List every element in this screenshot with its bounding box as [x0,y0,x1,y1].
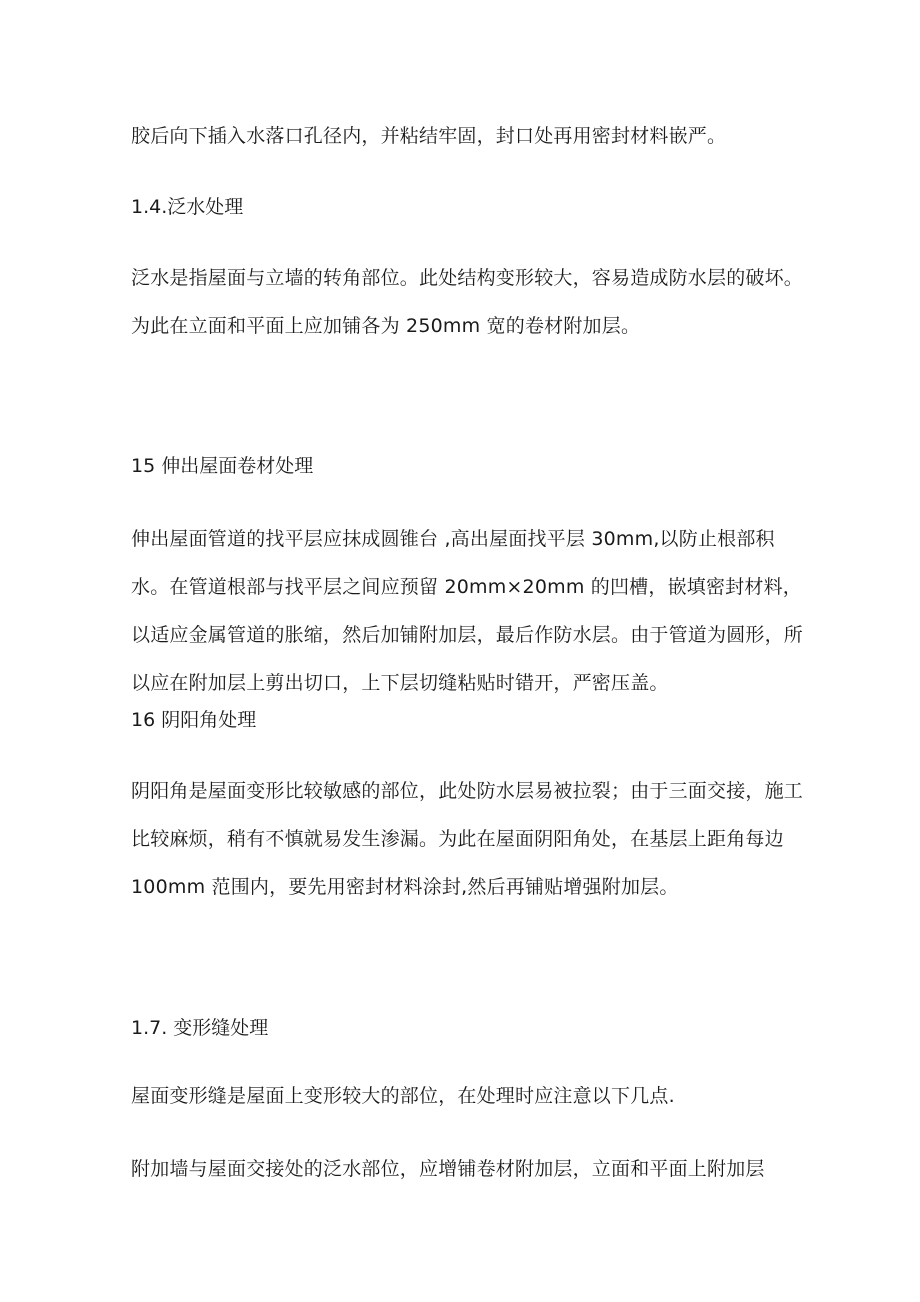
section-heading-1-4: 1.4.泛水处理 [131,196,244,218]
section-heading-15: 15 伸出屋面卷材处理 [131,455,314,477]
paragraph-pipe-penetration: 伸出屋面管道的找平层应抹成圆锥台 ,高出屋面找平层 30mm,以防止根部积水。在管道根部与找平层之间应预留 20mm×20mm 的凹槽，嵌填密封材料，以适应金属管道的胀缩，然后加铺附加层，最后作防水层。由于管道为圆形，所以应在附加层上剪出切口，上下层切缝粘贴时错开，严密压盖。 [131,528,804,694]
paragraph-continuation: 胶后向下插入水落口孔径内，并粘结牢固，封口处再用密封材料嵌严。 [131,125,727,147]
paragraph-expansion-joint-item: 附加墙与屋面交接处的泛水部位，应增铺卷材附加层，立面和平面上附加层 [131,1158,765,1180]
paragraph-corners: 阴阳角是屋面变形比较敏感的部位，此处防水层易被拉裂；由于三面交接，施工比较麻烦，稍有不慎就易发生渗漏。为此在屋面阴阳角处，在基层上距角每边 100mm 范围内，要先用密封材料涂封,然后再铺贴增强附加层。 [131,780,804,898]
section-heading-16: 16 阴阳角处理 [131,709,257,731]
paragraph-expansion-joint-intro: 屋面变形缝是屋面上变形较大的部位，在处理时应注意以下几点. [131,1085,675,1107]
paragraph-flashing: 泛水是指屋面与立墙的转角部位。此处结构变形较大，容易造成防水层的破坏。为此在立面和平面上应加铺各为 250mm 宽的卷材附加层。 [131,267,804,337]
section-heading-1-7: 1.7. 变形缝处理 [131,1017,269,1039]
